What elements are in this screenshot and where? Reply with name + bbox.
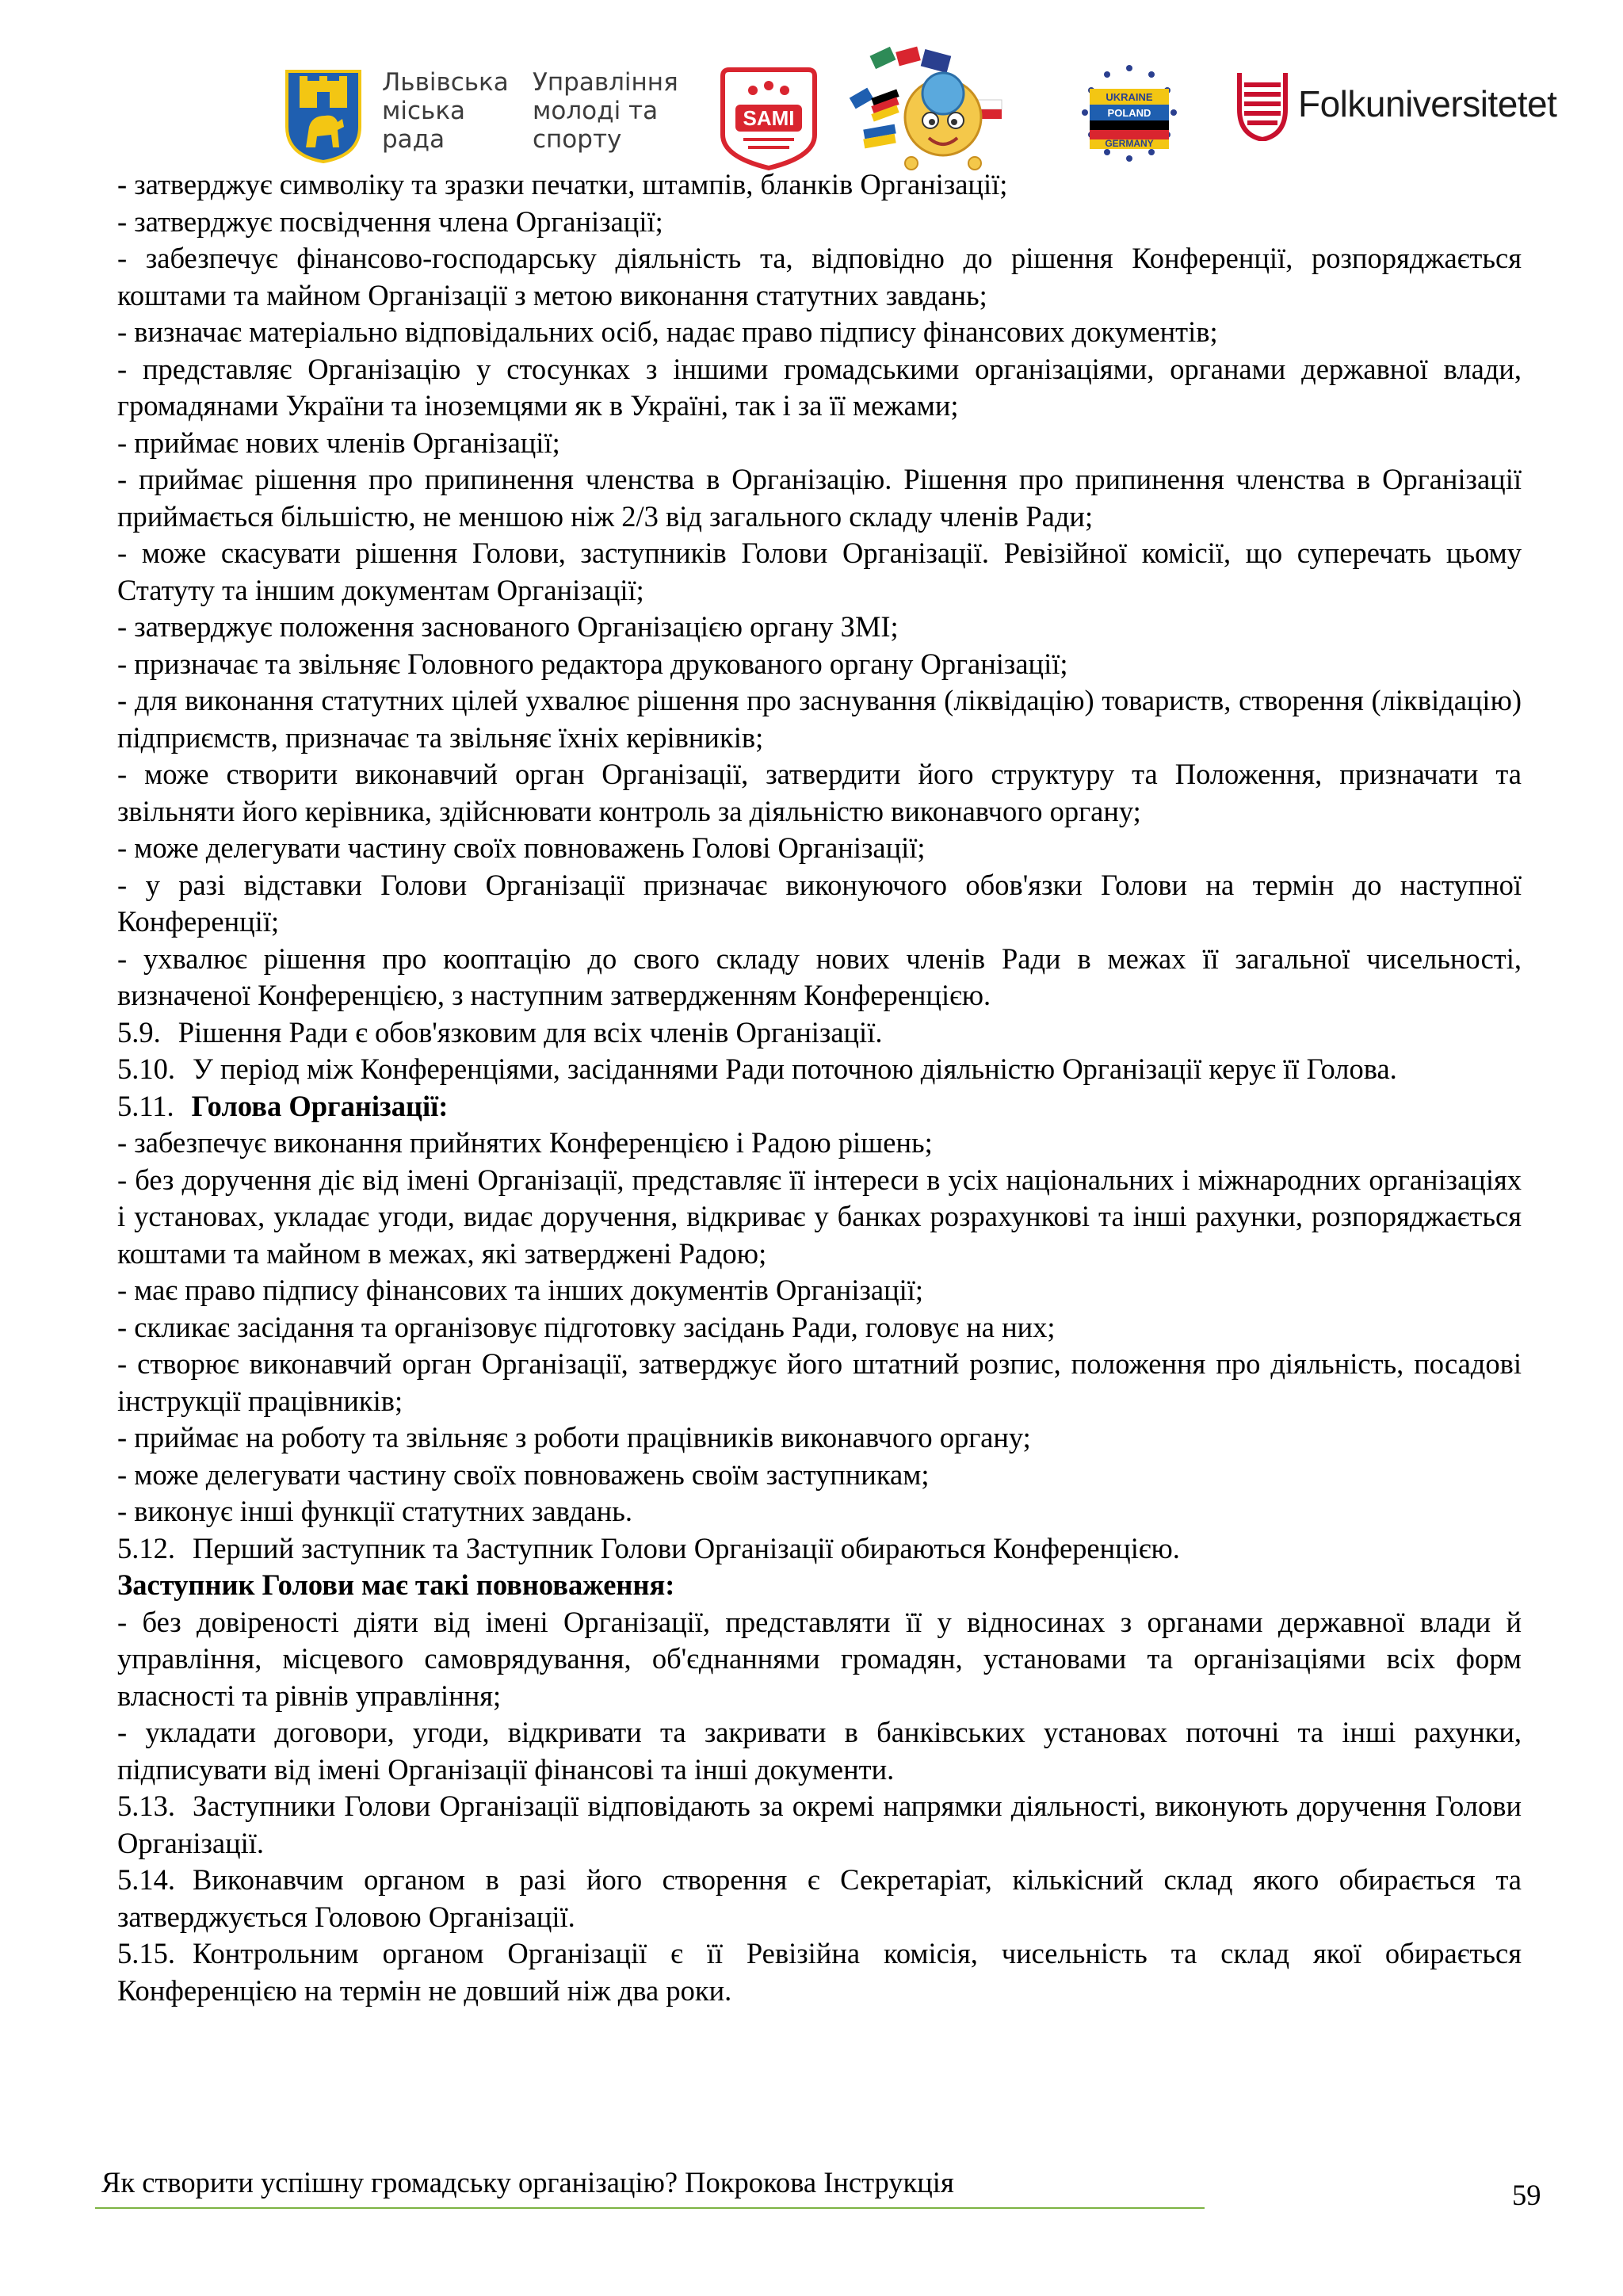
youth-sport-dept-logo-text [533,68,691,154]
clause-5-14 [117,1862,1522,1935]
page-number: 59 [1512,2179,1541,2211]
lviv-city-council-logo-text [382,68,513,154]
deputy-power-item: - без довіреності діяти від імені Організації, представляти її у відносинах з органами державної влади й управління, місцевого самоврядування, об'єднаннями громадян, установами та організаціями всіх форм власності та рівнів управління; [117,1605,1522,1712]
council-power-item: - затверджує символіку та зразки печатки, штампів, бланків Організації; [117,168,1008,201]
clause-5-11 [117,1088,1522,1125]
council-power-item: - для виконання статутних цілей ухвалює рішення про заснування (ліквідацію) товариств, створення (ліквідацію) підприємств, призначає та звільняє їхніх керівників; [117,684,1522,754]
sami-logo-text: SAMI [743,106,795,130]
header-logos [285,62,1557,173]
lviv-coat-of-arms-icon [285,70,361,163]
council-power-item: - забезпечує фінансово-господарську діяльність та, відповідно до рішення Конференції, розпоряджається коштами та майном Організації з метою виконання статутних завдань; [117,242,1522,311]
flags-mascot-logo [840,44,1022,179]
head-power-item: - забезпечує виконання прийнятих Конференцією і Радою рішень; [117,1126,933,1159]
lviv-text-line: рада [382,125,445,154]
council-power-item: - у разі відставки Голови Організації призначає виконуючого обов'язки Голови на термін до наступної Конференції; [117,868,1522,938]
council-power-item: - може скасувати рішення Голови, заступників Голови Організації. Ревізійної комісії, що суперечать цьому Статуту та іншим документам Організації; [117,537,1522,606]
clause-number: 5.9. [117,1015,161,1049]
special-olympics-sami-logo [713,62,824,173]
council-power-item: - призначає та звільняє Головного редактора друкованого органу Організації; [117,647,1068,680]
document-body [117,166,1522,2009]
folkuniversitetet-logo-text: Folkuniversitetet [1298,83,1557,124]
clause-number: 5.11. [117,1089,174,1122]
section-heading: Голова Організації: [191,1089,449,1122]
youth-text-line: Управління [533,68,678,97]
deputy-heading: Заступник Голови має такі повноваження: [117,1568,675,1601]
upg-ukraine-text: UKRAINE [1106,91,1153,103]
clause-text: Контрольним органом Організації є її Ревізійна комісія, чисельність та склад якої обирається Конференцією на термін не довший ніж два роки. [117,1937,1522,2007]
lviv-text-line: Львівська [382,68,509,97]
folkuniversitetet-emblem-icon [1236,70,1289,141]
clause-text: Рішення Ради є обов'язковим для всіх членів Організації. [178,1015,883,1049]
clause-number: 5.15. [117,1937,175,1969]
clause-text: Виконавчим органом в разі його створення є Секретаріат, кількісний склад якого обирається та затверджується Головою Організації. [117,1863,1522,1933]
clause-5-13 [117,1788,1522,1862]
council-power-item: - визначає матеріально відповідальних осіб, надає право підпису фінансових документів; [117,315,1218,348]
lviv-text-line: міська [382,97,466,125]
clause-number: 5.14. [117,1863,175,1896]
youth-text-line: спорту [533,125,622,154]
upg-germany-text: GERMANY [1105,138,1154,149]
head-power-item: - приймає на роботу та звільняє з роботи працівників виконавчого органу; [117,1421,1031,1454]
clause-5-10 [117,1051,1522,1088]
council-power-item: - представляє Організацію у стосунках з іншими громадськими організаціями, органами державної влади, громадянами України та іноземцями як в Україні, так і за її межами; [117,352,1522,422]
council-power-item: - ухвалює рішення про кооптацію до свого складу нових членів Ради в межах її загальної чисельності, визначеної Конференцією, з наступним затвердженням Конференцією. [117,942,1522,1011]
head-power-item: - без доручення діє від імені Організації, представляє її інтереси в усіх національних і міжнародних організаціях і установах, укладає угоди, видає доручення, відкриває у банках розрахункові та інші рахунки, розпоряджається коштами та майном в межах, які затверджені Радою; [117,1163,1522,1270]
clause-text: Перший заступник та Заступник Голови Організації обираються Конференцією. [193,1531,1180,1564]
head-power-item: - може делегувати частину своїх повноважень своїм заступникам; [117,1457,930,1491]
council-power-item: - затверджує посвідчення члена Організації; [117,204,663,238]
clause-number: 5.13. [117,1790,175,1822]
youth-text-line: молоді та [533,97,659,125]
clause-text: У період між Конференціями, засіданнями Ради поточною діяльністю Організації керує її Голова. [193,1052,1397,1085]
clause-number: 5.12. [117,1531,175,1564]
head-power-item: - створює виконавчий орган Організації, затверджує його штатний розпис, положення про діяльність, посадові інструкції працівників; [117,1347,1522,1417]
council-power-item: - приймає рішення про припинення членства в Організацію. Рішення про припинення членства в Організації приймається більшістю, не меншою ніж 2/3 від загального складу членів Ради; [117,463,1522,533]
council-power-item: - може створити виконавчий орган Організації, затвердити його структуру та Положення, призначати та звільняти його керівника, здійснювати контроль за діяльністю виконавчого органу; [117,758,1522,827]
head-power-item: - має право підпису фінансових та інших документів Організації; [117,1274,924,1306]
council-power-item: - може делегувати частину своїх повноважень Голові Організації; [117,831,926,864]
folkuniversitetet-logo [1236,70,1557,157]
head-power-item: - скликає засідання та організовує підготовку засідань Ради, головує на них; [117,1310,1056,1343]
clause-5-12 [117,1530,1522,1568]
council-power-item: - затверджує положення заснованого Організацією органу ЗМІ; [117,610,899,643]
deputy-power-item: - укладати договори, угоди, відкривати та закривати в банківських установах поточні та інші рахунки, підписувати від імені Організації фінансові та інші документи. [117,1716,1522,1786]
footer-divider [95,2207,1205,2209]
ukraine-poland-germany-logo [1072,62,1187,173]
clause-number: 5.10. [117,1052,175,1085]
footer-title: Як створити успішну громадську організацію? Покрокова Інструкція [101,2166,954,2199]
upg-poland-text: POLAND [1107,107,1151,119]
clause-text: Заступники Голови Організації відповідають за окремі напрямки діяльності, виконують доручення Голови Організації. [117,1790,1522,1859]
council-power-item: - приймає нових членів Організації; [117,426,560,459]
head-power-item: - виконує інші функції статутних завдань. [117,1495,632,1527]
clause-5-9 [117,1014,1522,1052]
clause-5-15 [117,1935,1522,2009]
